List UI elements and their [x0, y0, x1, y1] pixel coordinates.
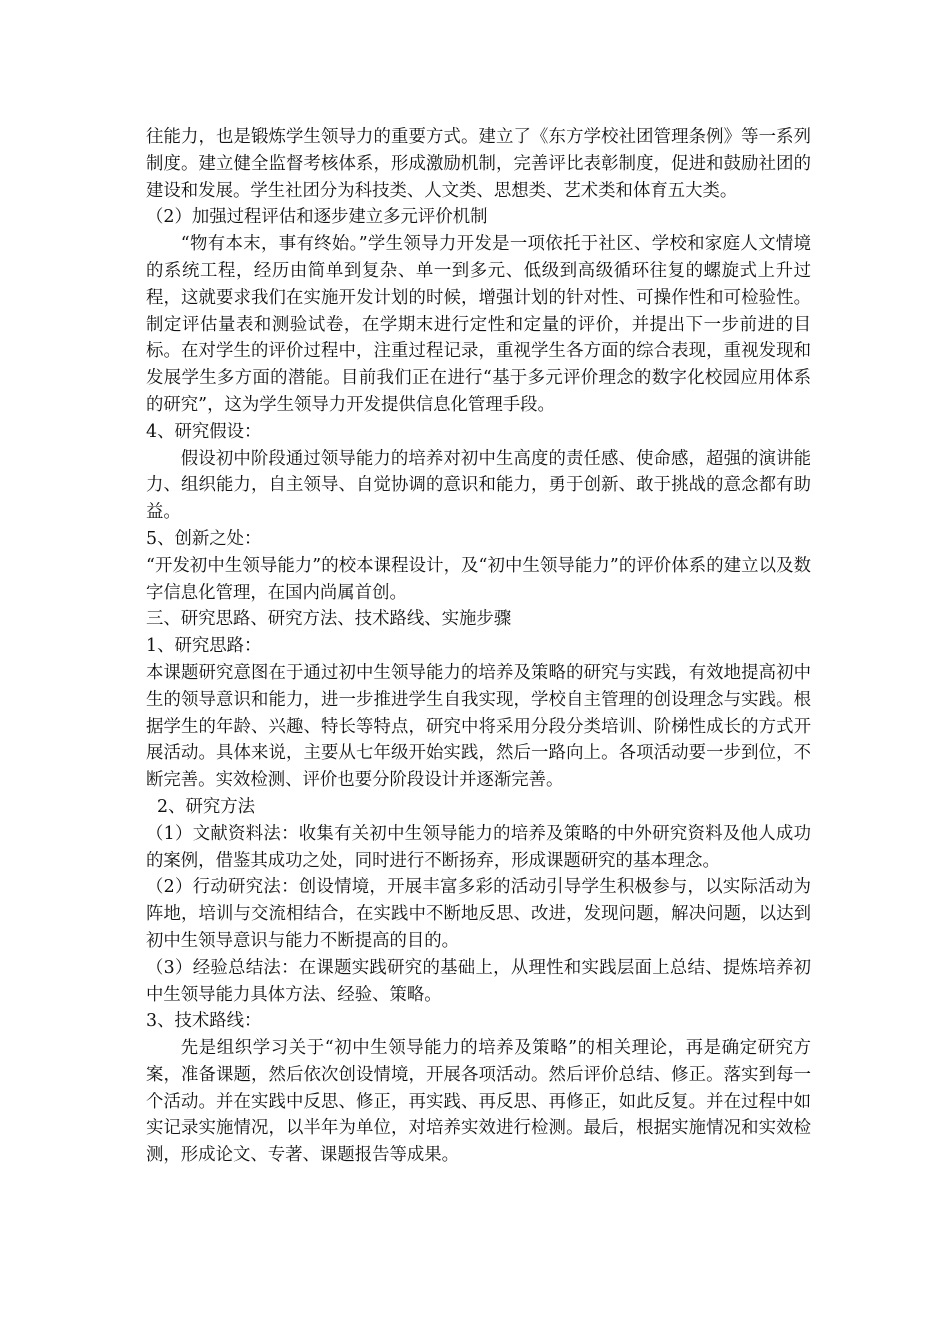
- paragraph-research-idea: 本课题研究意图在于通过初中生领导能力的培养及策略的研究与实践，有效地提高初中生的领导意识和能力，进一步推进学生自我实现，学校自主管理的创设理念与实践。根据学生的年龄、兴趣、特长等特点，研究中将采用分段分类培训、阶梯性成长的方式开展活动。具体来说，主要从七年级开始实践，然后一路向上。各项活动要一步到位，不断完善。实效检测、评价也要分阶段设计并逐渐完善。: [146, 662, 811, 791]
- subheading-process-evaluation: （2）加强过程评估和逐步建立多元评价机制: [146, 207, 488, 228]
- paragraph-action-research-method: （2）行动研究法：创设情境，开展丰富多彩的活动引导学生积极参与，以实际活动为阵地，培训与交流相结合，在实践中不断地反思、改进，发现问题，解决问题，以达到初中生领导意识与能力不断提高的目的。: [146, 877, 811, 951]
- paragraph-technical-route: 先是组织学习关于“初中生领导能力的培养及策略”的相关理论，再是确定研究方案，准备课题，然后依次创设情境，开展各项活动。然后评价总结、修正。落实到每一个活动。并在实践中反思、修正，再实践、再反思、再修正，如此反复。并在过程中如实记录实施情况，以半年为单位，对培养实效进行检测。最后，根据实施情况和实效检测，形成论文、专著、课题报告等成果。: [146, 1038, 811, 1166]
- paragraph-club-management: 往能力，也是锻炼学生领导力的重要方式。建立了《东方学校社团管理条例》等一系列制度。建立健全监督考核体系，形成激励机制，完善评比表彰制度，促进和鼓励社团的建设和发展。学生社团分为科技类、人文类、思想类、艺术类和体育五大类。: [146, 127, 811, 201]
- subheading-innovation: 5、创新之处：: [146, 528, 262, 549]
- paragraph-innovation: “开发初中生领导能力”的校本课程设计，及“初中生领导能力”的评价体系的建立以及数字信息化管理，在国内尚属首创。: [146, 555, 811, 603]
- document-body: [146, 124, 811, 1169]
- paragraph-research-hypothesis: 假设初中阶段通过领导能力的培养对初中生高度的责任感、使命感，超强的演讲能力、组织能力，自主领导、自觉协调的意识和能力，勇于创新、敢于挑战的意念都有助益。: [146, 448, 811, 523]
- subheading-research-methods: 2、研究方法: [146, 796, 256, 817]
- paragraph-evaluation-mechanism: “物有本末，事有终始。”学生领导力开发是一项依托于社区、学校和家庭人文情境的系统工程，经历由简单到复杂、单一到多元、低级到高级循环往复的螺旋式上升过程，这就要求我们在实施开发计划的时候，增强计划的针对性、可操作性和可检验性。制定评估量表和测验试卷，在学期末进行定性和定量的评价，并提出下一步前进的目标。在对学生的评价过程中，注重过程记录，重视学生各方面的综合表现，重视发现和发展学生多方面的潜能。目前我们正在进行“基于多元评价理念的数字化校园应用体系的研究”，这为学生领导力开发提供信息化管理手段。: [146, 234, 811, 415]
- section-heading-research-approach: 三、研究思路、研究方法、技术路线、实施步骤: [146, 609, 512, 630]
- paragraph-experience-summary-method: （3）经验总结法：在课题实践研究的基础上，从理性和实践层面上总结、提炼培养初中生领导能力具体方法、经验、策略。: [146, 957, 811, 1005]
- paragraph-literature-method: （1）文献资料法：收集有关初中生领导能力的培养及策略的中外研究资料及他人成功的案例，借鉴其成功之处，同时进行不断扬弃，形成课题研究的基本理念。: [146, 823, 811, 871]
- subheading-technical-route: 3、技术路线：: [146, 1011, 262, 1032]
- subheading-research-hypothesis: 4、研究假设：: [146, 421, 262, 442]
- subheading-research-idea: 1、研究思路：: [146, 636, 262, 657]
